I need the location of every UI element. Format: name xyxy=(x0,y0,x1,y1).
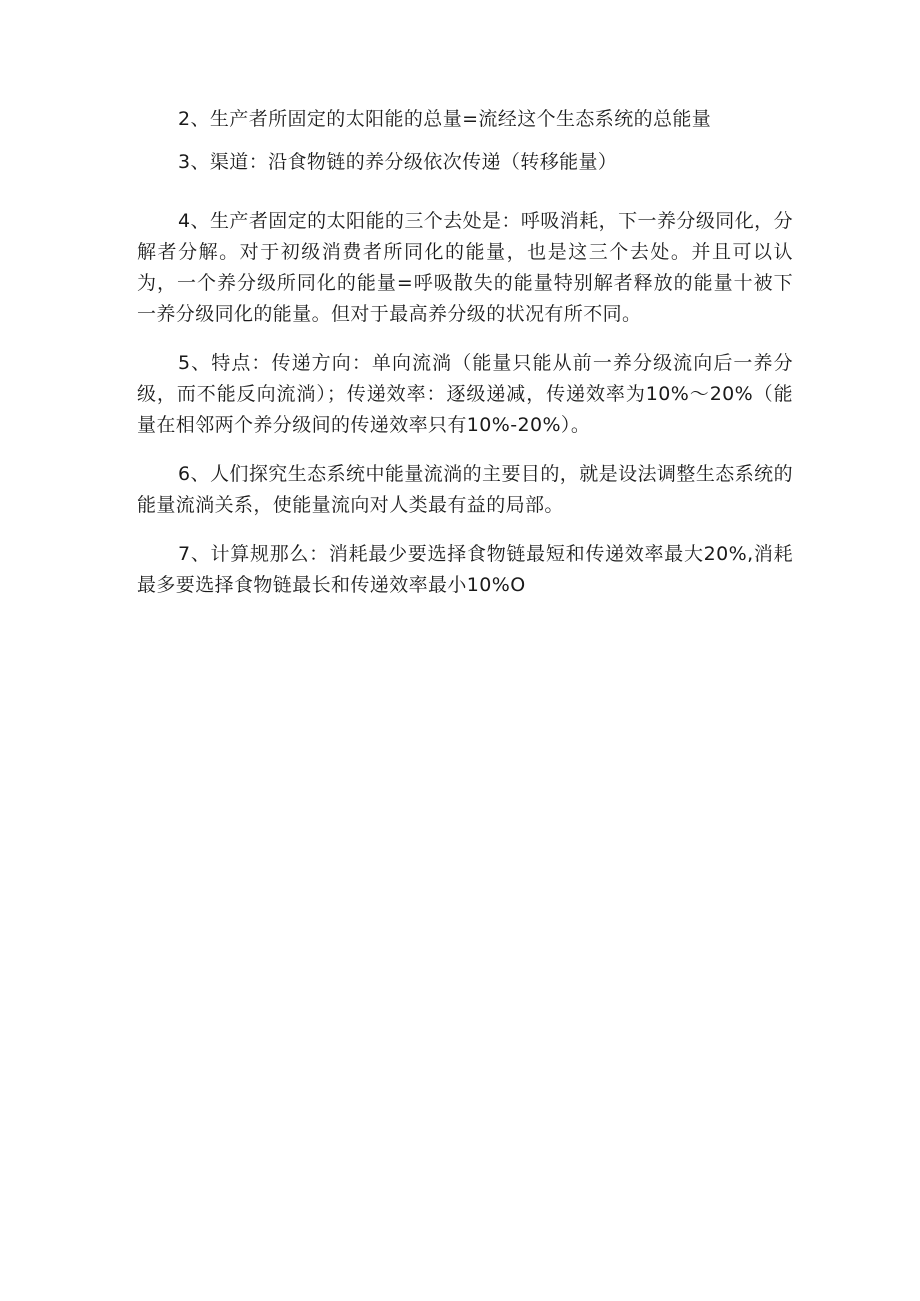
document-body xyxy=(137,104,793,601)
paragraph-6-purpose: 6、人们探究生态系统中能量流淌的主要目的，就是设法调整生态系统的能量流淌关系，使能量流向对人类最有益的局部。 xyxy=(137,463,793,516)
paragraph-2-total-energy: 2、生产者所固定的太阳能的总量=流经这个生态系统的总能量 xyxy=(178,108,712,130)
paragraph-5-characteristics: 5、特点：传递方向：单向流淌（能量只能从前一养分级流向后一养分级，而不能反向流淌）；传递效率：逐级递减，传递效率为10%～20%（能量在相邻两个养分级间的传递效率只有10%-20%）。 xyxy=(137,352,793,436)
paragraph-3-channel: 3、渠道：沿食物链的养分级依次传递（转移能量） xyxy=(178,151,618,173)
paragraph-4-energy-destinations: 4、生产者固定的太阳能的三个去处是：呼吸消耗，下一养分级同化，分解者分解。对于初级消费者所同化的能量，也是这三个去处。并且可以认为，一个养分级所同化的能量=呼吸散失的能量特别解者释放的能量十被下一养分级同化的能量。但对于最高养分级的状况有所不同。 xyxy=(137,210,793,325)
paragraph-7-calculation-rule: 7、计算规那么：消耗最少要选择食物链最短和传递效率最大20%,消耗最多要选择食物链最长和传递效率最小10%O xyxy=(137,543,793,596)
